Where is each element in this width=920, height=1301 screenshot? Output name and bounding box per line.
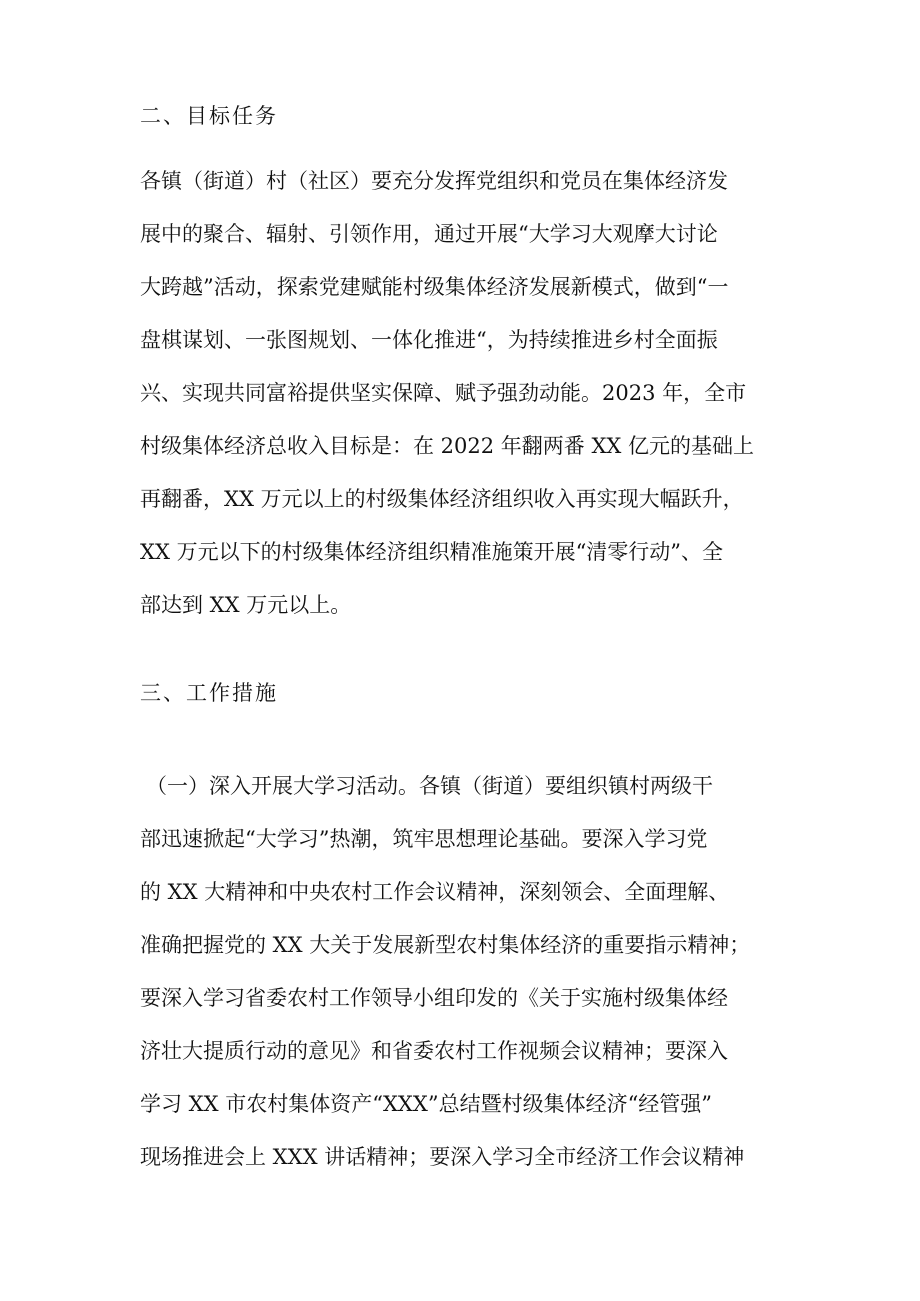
text-line: 准确把握党的 XX 大关于发展新型农村集体经济的重要指示精神； <box>140 933 751 957</box>
text-line: 要深入学习省委农村工作领导小组印发的《关于实施村级集体经 <box>140 986 728 1010</box>
text-line: 济壮大提质行动的意见》和省委农村工作视频会议精神；要深入 <box>140 1039 728 1063</box>
text-line: 大跨越”活动，探索党建赋能村级集体经济发展新模式，做到“一 <box>140 275 729 299</box>
text-line: 学习 XX 市农村集体资产“XXX”总结暨村级集体经济“经管强” <box>140 1092 713 1116</box>
text-line: 盘棋谋划、一张图规划、一体化推进“，为持续推进乡村全面振 <box>140 328 718 352</box>
text-line: 现场推进会上 XXX 讲话精神；要深入学习全市经济工作会议精神 <box>140 1145 745 1169</box>
section-heading-measures: 三、工作措施 <box>140 681 278 705</box>
text-line: 再翻番，XX 万元以上的村级集体经济组织收入再实现大幅跃升， <box>140 487 744 511</box>
text-line: 的 XX 大精神和中央农村工作会议精神，深刻领会、全面理解、 <box>140 880 730 904</box>
text-line: XX 万元以下的村级集体经济组织精准施策开展“清零行动”、全 <box>140 540 724 564</box>
text-line: 村级集体经济总收入目标是：在 2022 年翻两番 XX 亿元的基础上 <box>140 434 755 458</box>
text-line: 部迅速掀起“大学习”热潮，筑牢思想理论基础。要深入学习党 <box>140 827 708 851</box>
text-line: 展中的聚合、辐射、引领作用，通过开展“大学习大观摩大讨论 <box>140 222 718 246</box>
text-line: 部达到 XX 万元以上。 <box>140 593 352 617</box>
text-line: 兴、实现共同富裕提供坚实保障、赋予强劲动能。2023 年，全市 <box>140 381 747 405</box>
section-heading-goals: 二、目标任务 <box>140 104 278 128</box>
text-line: （一）深入开展大学习活动。各镇（街道）要组织镇村两级干 <box>146 774 713 798</box>
text-line: 各镇（街道）村（社区）要充分发挥党组织和党员在集体经济发 <box>140 169 728 193</box>
